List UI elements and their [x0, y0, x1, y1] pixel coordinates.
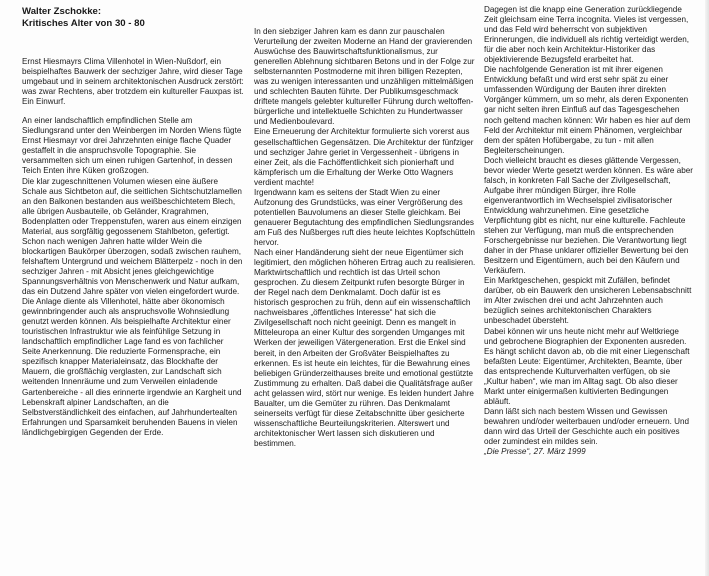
- paragraph: Dabei können wir uns heute nicht mehr auf Weltkriege und gebrochene Biographien der Exponenten ausreden. Es hängt schlicht davon ab, ob die mit einer Liegenschaft befaßten Leute: Eigentümer, Architekten, Beamte, über das entsprechende Kulturverhalten verfügen, ob sie „Kultur haben“, wie man im Alltag sagt. Ob also dieser Markt unter einigermaßen kultivierten Bedingungen abläuft.: [484, 326, 690, 406]
- paragraph: Eine Erneuerung der Architektur formulierte sich vorerst aus gesellschaftlichen Gegensätzen. Die Architektur der fünfziger und sechziger Jahre geriet in Vergessenheit - übrigens in einer Zeit, als die Fachöffentlichkeit sich pionierhaft und kämpferisch um die Erhaltung der Werke Otto Wagners verdient machte!: [254, 127, 474, 187]
- text-column-2: [254, 27, 476, 449]
- paragraph: Die klar zugeschnittenen Volumen wiesen eine äußere Schale aus Sichtbeton auf, die seitlichen Sichtschutzlamellen an den Balkonen bestanden aus weißbeschichtetem Blech, alle übrigen Ausbauteile, ob Geländer, Kragrahmen, Bodenplatten oder Treppenstufen, waren aus einem einzigen Material, aus sorgfältig gegossenem Stahlbeton, gefertigt.: [22, 176, 242, 236]
- paragraph: Die Anlage diente als Villenhotel, hätte aber ökonomisch gewinnbringender auch als anspruchsvolle Wohnsiedlung genutzt werden können. Als beispielhafte Architektur einer touristischen Infrastruktur wie als feinfühlige Setzung in landschaftlich empfindlicher Lage fand es von fachlicher Seite Anerkennung. Die reduzierte Formensprache, ein speziﬁsch knapper Materialeinsatz, das Blockhafte der Mauern, die großflächig verglasten, zur Landschaft sich weitenden Innenräume und zum Verweilen einladende Gartenbereiche - all dies erinnerte irgendwie an Kargheit und Lebenskraft alpiner Landschaften, an die Selbstverständlichkeit des einfachen, auf Jahrhundertealten Erfahrungen und Sparsamkeit beruhenden Bauens in vielen ländlichgebirgigen Gegenden der Erde.: [22, 297, 242, 437]
- paragraph: Dann läßt sich nach bestem Wissen und Gewissen bewahren und/oder weiterbauen und/oder erneuern. Und dann wird das Urteil der Geschichte auch ein positives oder zumindest ein mildes sein.: [484, 406, 690, 447]
- paragraph: Ernst Hiesmayrs Clima Villenhotel in Wien-Nußdorf, ein beispielhaftes Bauwerk der sechziger Jahre, wird dieser Tage umgebaut und in seinem architektonischen Ausdruck zerstört: was zwar Rechtens, aber trotzdem ein kultureller Fauxpas ist. Ein Einwurf.: [22, 57, 244, 107]
- paragraph: Irgendwann kam es seitens der Stadt Wien zu einer Aufzonung des Grundstücks, was einer Vergrößerung des potentiellen Bauvolumens an dieser Stelle gleichkam. Bei genauerer Begutachtung des empfindlichen Siedlungsrandes am Fuß des Nußberges ruft dies heute leichtes Kopfschütteln hervor.: [254, 187, 475, 247]
- article-title: Kritisches Alter von 30 - 80: [22, 18, 145, 29]
- article-source: „Die Presse“, 27. März 1999: [484, 447, 586, 457]
- scan-edge-shadow: [705, 0, 709, 576]
- paragraph: Nach einer Handänderung sieht der neue Eigentümer sich legitimiert, den möglichen höheren Ertrag auch zu realisieren. Marktwirtschaftlich und rechtlich ist das Urteil schon gesprochen. Zu diesem Zeitpunkt rufen besorgte Bürger in der Regel nach dem Denkmalamt. Doch dafür ist es historisch gesprochen zu früh, denn auf ein wissenschaftlich nachweisbares „öffentliches Interesse“ hat sich die Zivilgesellschaft noch nicht geeinigt. Denn es mangelt in Mitteleuropa an einer Kultur des sorgenden Umganges mit Werken der jeweiligen Vätergeneration. Erst die Enkel sind bereit, in den Arbeiten der Großväter Beispielhaftes zu erkennen. Es ist heute ein leichtes, für die Bewahrung eines beliebigen Gründerzeithauses breite und emotional gestützte Zustimmung zu erhalten. Daß dabei die Qualitätsfrage außer acht gelassen wird, stört nur wenige. Es leiden hundert Jahre Baualter, um die Gemüter zu rühren. Das Denkmalamt seinerseits verfügt für diese Zeitabschnitte über gesicherte wissenschaftliche Beurteilungskriterien. Alterswert und architektonischer Wert lassen sich diskutieren und bestimmen.: [254, 248, 476, 448]
- paragraph: Doch vielleicht braucht es dieses glättende Vergessen, bevor wieder Werte gesetzt werden können. Es wäre aber falsch, in konkreten Fall Sache der Zivilgesellschaft, Aufgabe ihrer mündigen Bürger, ihre Rolle eigenverantwortlich im Wechselspiel zivilisatorischer Entwicklung wahrzunehmen. Eine gesetzliche Verpflichtung gibt es nicht, nur eine kulturelle. Fachleute stehen zur Verfügung, man muß die entsprechenden Forschergebnisse nur beziehen. Die Verantwortung liegt daher in der Phase unklarer offizieller Bewertung bei den Besitzern und Eigentümern, auch bei den Käufern und Verkäufern.: [484, 155, 693, 276]
- paragraph: An einer landschaftlich empfindlichen Stelle am Siedlungsrand unter den Weinbergen im Norden Wiens fügte Ernst Hiesmayr vor drei Jahrzehnten einige flache Quader gestaffelt in die anspruchsvolle Topographie. Sie versammelten sich um einen ruhigen Gartenhof, in dessen Teich Enten ihre Küken großzogen.: [22, 116, 242, 176]
- text-column-3: [484, 5, 694, 457]
- paragraph: Schon nach wenigen Jahren hatte wilder Wein die blockartigen Baukörper überzogen, sodaß zwischen rauhem, felshaftem Untergrund und weichem Blätterpelz - noch in den sechziger Jahren - mit Absicht jenes gleichgewichtige Spannungsverhältnis von Menschenwerk und Natur aufkam, das ein Dutzend Jahre später von vielen eingefordert wurde.: [22, 236, 243, 297]
- text-column-1: [22, 57, 244, 438]
- article-author: Walter Zschokke:: [22, 6, 102, 17]
- paragraph: Die nachfolgende Generation ist mit ihrer eigenen Entwicklung befaßt und wird erst sehr spät zu einer umfassenden Würdigung der Bauten ihrer direkten Vorgänger kümmern, um so mehr, als deren Exponenten gar nicht selten ihren Einfluß auf das Tagesgeschehen noch geltend machen können: Wir haben es hier auf dem Feld der Architektur mit einem Phänomen, vergleichbar dem der späten Hofübergabe, zu tun - mit allen Begleiterscheinungen.: [484, 65, 691, 155]
- paragraph: Dagegen ist die knapp eine Generation zurückliegende Zeit gleichsam eine Terra incognita. Vieles ist vergessen, und das Feld wird beherrscht von subjektiven Erinnerungen, die individuell als richtig verteidigt werden, für die aber noch kein Architektur-Historiker das objektivierende Bezugsfeld erarbeitet hat.: [484, 5, 690, 65]
- paragraph: In den siebziger Jahren kam es dann zur pauschalen Verurteilung der zweiten Moderne an Hand der gravierenden Auswüchse des Bauwirtschaftsfunktionalismus, zur generellen Ablehnung sichtbaren Betons und in der Folge zur selbsternannten Postmoderne mit ihren billigen Rezepten, was zu wenigen interessanten und unzähligen mittelmäßigen und schlechten Bauten führte. Der Publikumsgeschmack driftete mangels gelebter kultureller Führung durch weltoffen-bürgerliche und intellektuelle Schichten zu Hundertwasser und Medienboulevard.: [254, 27, 475, 127]
- paragraph: Ein Marktgeschehen, gespickt mit Zufällen, befindet darüber, ob ein Bauwerk den unsicheren Lebensabschnitt im Alter zwischen drei und acht Jahrzehnten auch bezüglich seines architektonischen Charakters unbeschadet übersteht.: [484, 276, 692, 326]
